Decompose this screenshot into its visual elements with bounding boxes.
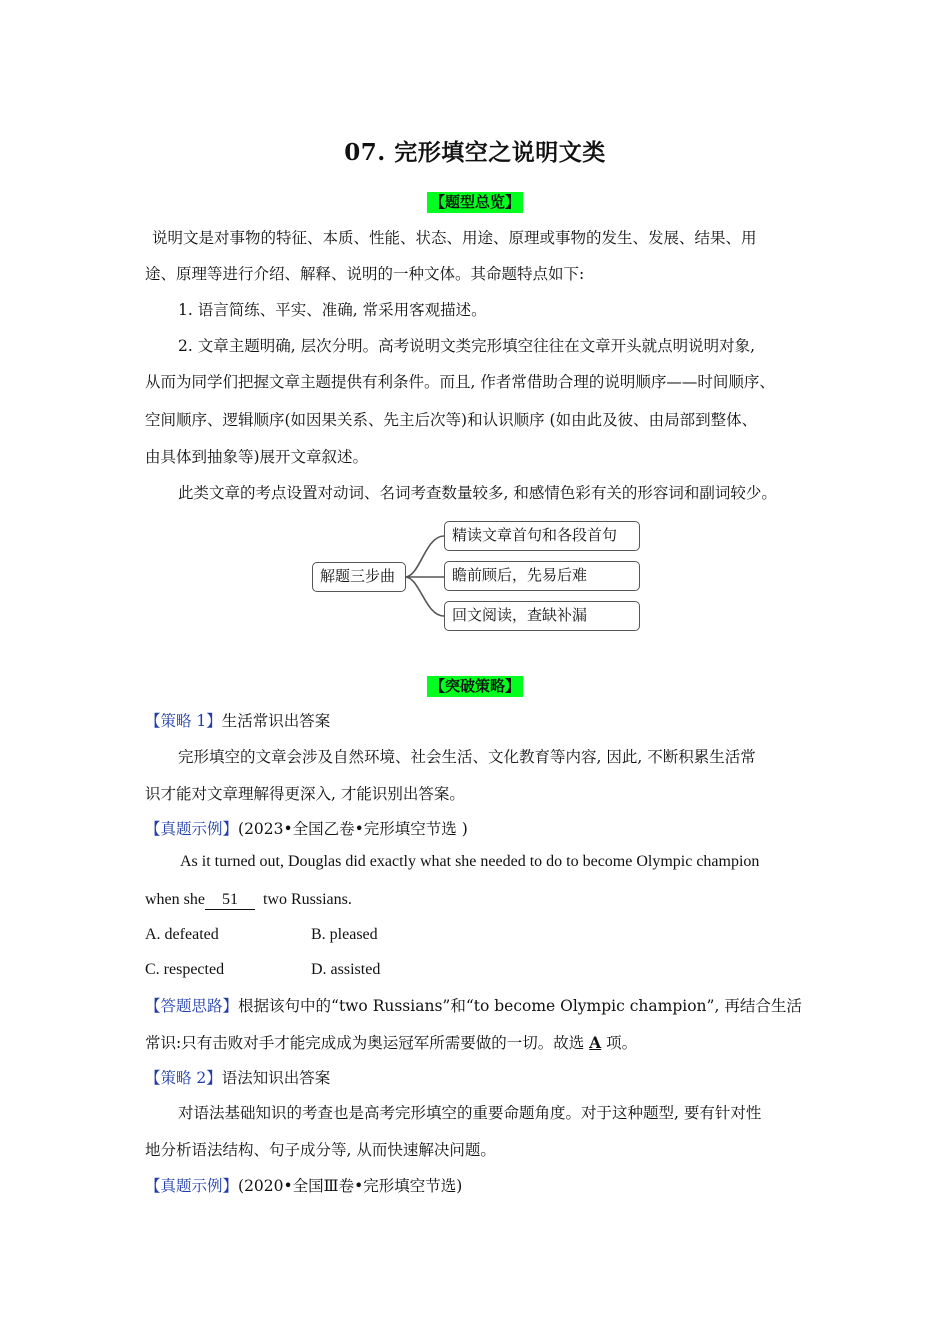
strategy-heading-wrap bbox=[0, 676, 950, 697]
example2-source: (2020•全国Ⅲ卷•完形填空节选) bbox=[238, 1177, 463, 1195]
diagram-step-2: 瞻前顾后，先易后难 bbox=[444, 561, 640, 591]
page-title: 07. 完形填空之说明文类 bbox=[344, 139, 606, 166]
strategy2-title: 语法知识出答案 bbox=[221, 1069, 331, 1087]
example1-sentence-line1: As it turned out, Douglas did exactly what she needed to do to become Olympic champion bbox=[180, 853, 760, 870]
strategy2-tag: 【策略 2】 bbox=[145, 1069, 222, 1087]
overview-heading: 【题型总览】 bbox=[427, 192, 523, 213]
option-c: C. respected bbox=[145, 961, 225, 978]
strategy1-line1: 完形填空的文章会涉及自然环境、社会生活、文化教育等内容, 因此, 不断积累生活常 bbox=[178, 748, 756, 766]
example1-when: when she bbox=[145, 891, 205, 908]
strategy2-line1: 对语法基础知识的考查也是高考完形填空的重要命题角度。对于这种题型, 要有针对性 bbox=[178, 1104, 762, 1122]
answer-thinking-text2b: 项。 bbox=[601, 1034, 638, 1052]
example1-tag: 【真题示例】 bbox=[145, 820, 239, 838]
strategy-heading: 【突破策略】 bbox=[427, 676, 523, 697]
example2-tag: 【真题示例】 bbox=[145, 1177, 239, 1195]
solving-steps-diagram bbox=[310, 518, 646, 638]
overview-point2-line3: 空间顺序、逻辑顺序(如因果关系、先主后次等)和认识顺序 (如由此及彼、由局部到整体、 bbox=[145, 411, 758, 429]
option-d: D. assisted bbox=[311, 961, 381, 978]
answer-thinking-line2 bbox=[145, 1032, 637, 1054]
answer-thinking-line1 bbox=[145, 995, 802, 1017]
answer-thinking-tag: 【答题思路】 bbox=[145, 997, 239, 1015]
strategy1-title: 生活常识出答案 bbox=[221, 712, 331, 730]
connector-3 bbox=[405, 577, 444, 616]
option-b: B. pleased bbox=[311, 926, 378, 943]
overview-heading-wrap bbox=[0, 192, 950, 213]
overview-para1-line1: 说明文是对事物的特征、本质、性能、状态、用途、原理或事物的发生、发展、结果、用 bbox=[152, 229, 757, 247]
example1-heading bbox=[145, 818, 468, 840]
option-a: A. defeated bbox=[145, 926, 219, 943]
strategy2-line2: 地分析语法结构、句子成分等, 从而快速解决问题。 bbox=[145, 1141, 496, 1159]
answer-choice: A bbox=[589, 1033, 602, 1052]
overview-para3: 此类文章的考点设置对动词、名词考查数量较多, 和感情色彩有关的形容词和副词较少。 bbox=[178, 484, 777, 502]
diagram-step-3: 回文阅读，查缺补漏 bbox=[444, 601, 640, 631]
diagram-step-1: 精读文章首句和各段首句 bbox=[444, 521, 640, 551]
strategy2-heading bbox=[145, 1067, 330, 1089]
overview-para1-line2: 途、原理等进行介绍、解释、说明的一种文体。其命题特点如下: bbox=[145, 265, 585, 283]
answer-thinking-text1: 根据该句中的“two Russians”和“to become Olympic champion”, 再结合生活 bbox=[238, 997, 802, 1015]
diagram-root-box: 解题三步曲 bbox=[312, 562, 406, 592]
example1-sentence-line2 bbox=[145, 891, 352, 910]
example1-source: (2023•全国乙卷•完形填空节选 ) bbox=[238, 820, 468, 838]
example2-heading bbox=[145, 1175, 462, 1197]
overview-point2-line2: 从而为同学们把握文章主题提供有利条件。而且, 作者常借助合理的说明顺序——时间顺序、 bbox=[145, 373, 775, 391]
overview-point1: 1. 语言简练、平实、准确, 常采用客观描述。 bbox=[178, 301, 487, 319]
strategy1-heading bbox=[145, 710, 330, 732]
strategy1-line2: 识才能对文章理解得更深入, 才能识别出答案。 bbox=[145, 785, 465, 803]
strategy1-tag: 【策略 1】 bbox=[145, 712, 222, 730]
connector-1 bbox=[405, 536, 444, 577]
overview-point2-line1: 2. 文章主题明确, 层次分明。高考说明文类完形填空往往在文章开头就点明说明对象, bbox=[178, 337, 755, 355]
overview-point2-line4: 由具体到抽象等)展开文章叙述。 bbox=[145, 448, 369, 466]
answer-thinking-text2a: 常识:只有击败对手才能完成成为奥运冠军所需要做的一切。故选 bbox=[145, 1034, 590, 1052]
example1-blank-51: 51 bbox=[205, 891, 255, 910]
example1-rest: two Russians. bbox=[262, 891, 352, 908]
